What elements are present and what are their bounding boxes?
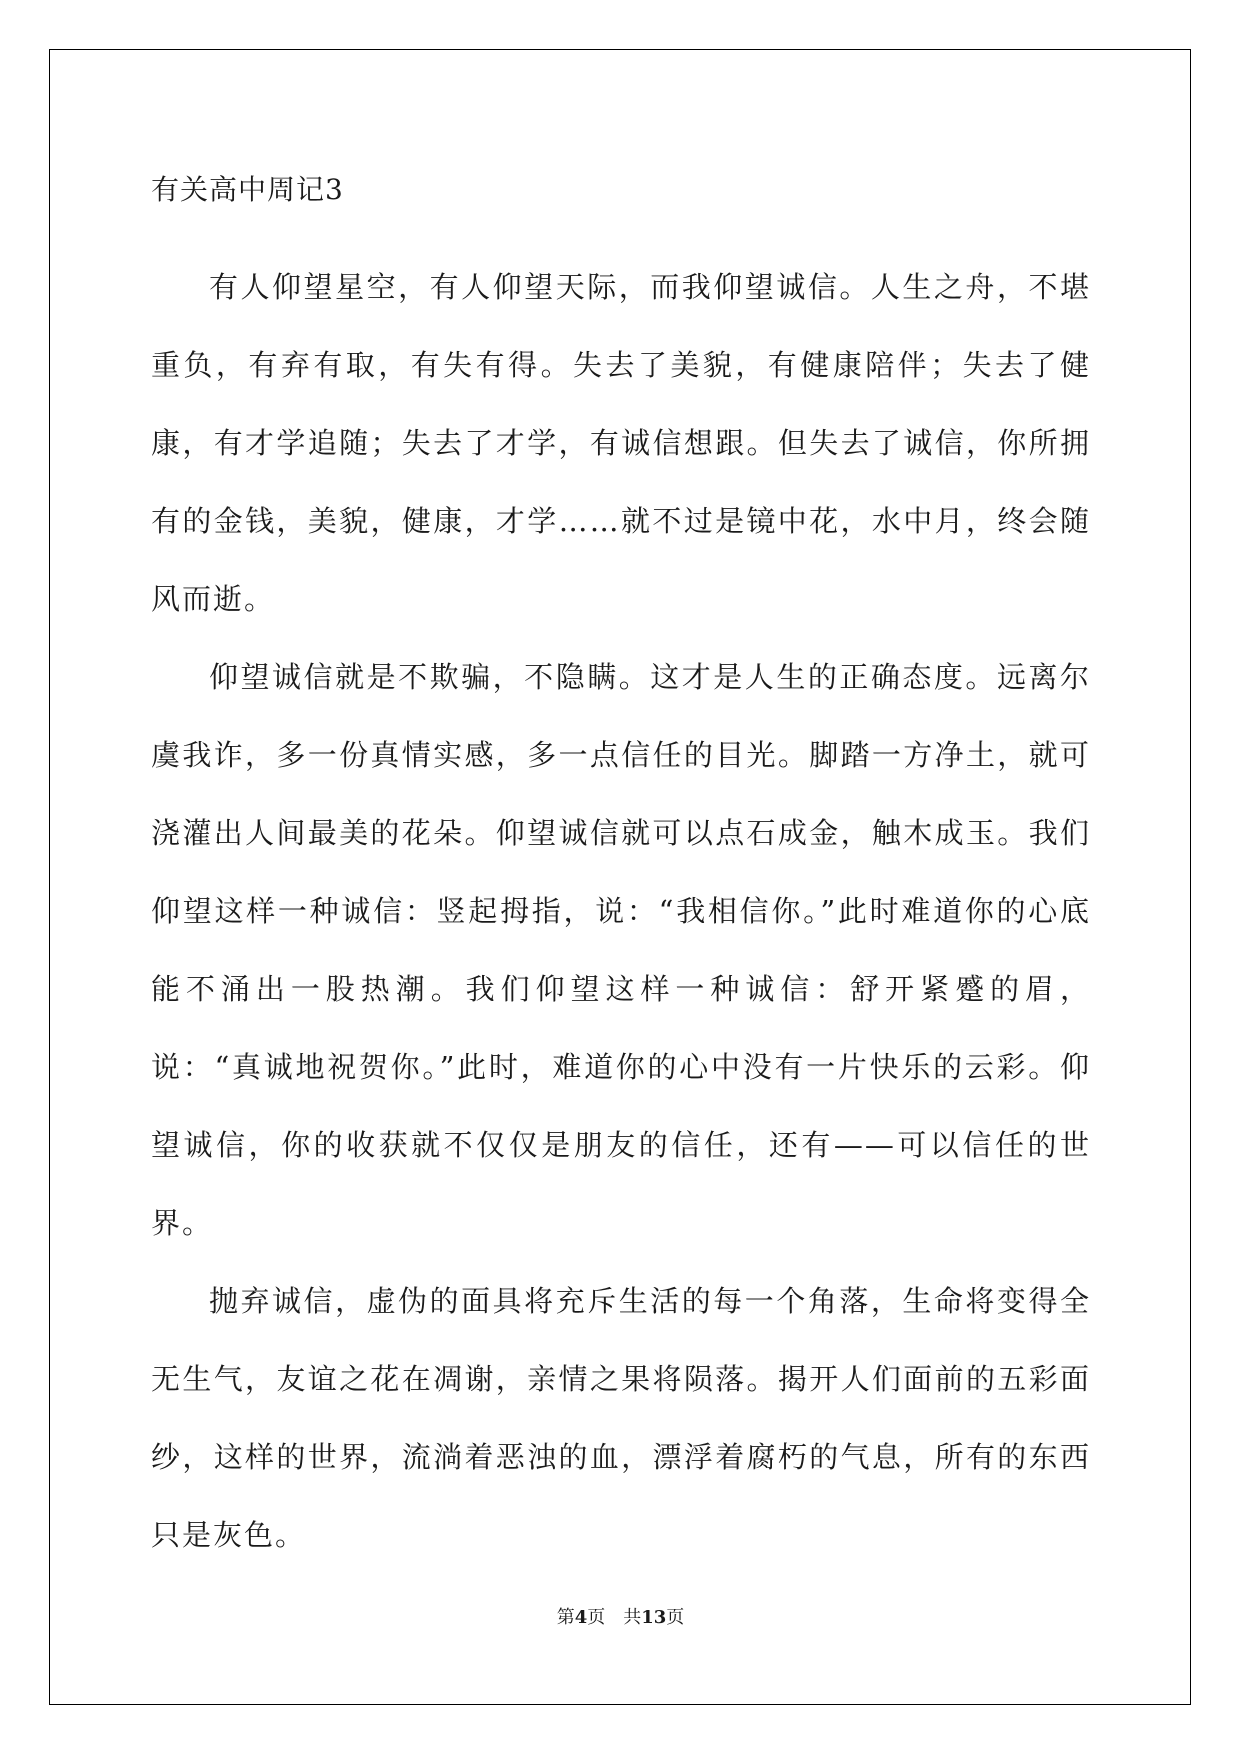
page-prefix: 第	[556, 1607, 575, 1628]
paragraph-3: 抛弃诚信，虚伪的面具将充斥生活的每一个角落，生命将变得全无生气，友谊之花在凋谢，亲情之果将陨落。揭开人们面前的五彩面纱，这样的世界，流淌着恶浊的血，漂浮着腐朽的气息，所有的东西只是灰色。	[151, 1284, 1091, 1552]
page-footer	[0, 1606, 1241, 1630]
total-pages-number: 13	[641, 1607, 667, 1628]
page-suffix: 页	[587, 1607, 606, 1628]
paragraph-1: 有人仰望星空，有人仰望天际，而我仰望诚信。人生之舟，不堪重负，有弃有取，有失有得。失去了美貌，有健康陪伴；失去了健康，有才学追随；失去了才学，有诚信想跟。但失去了诚信，你所拥有的金钱，美貌，健康，才学……就不过是镜中花，水中月，终会随风而逝。	[151, 270, 1091, 616]
paragraph-2: 仰望诚信就是不欺骗，不隐瞒。这才是人生的正确态度。远离尔虞我诈，多一份真情实感，多一点信任的目光。脚踏一方净土，就可浇灌出人间最美的花朵。仰望诚信就可以点石成金，触木成玉。我们仰望这样一种诚信：竖起拇指，说：“我相信你。”此时难道你的心底能不涌出一股热潮。我们仰望这样一种诚信：舒开紧蹙的眉，说：“真诚地祝贺你。”此时，难道你的心中没有一片快乐的云彩。仰望诚信，你的收获就不仅仅是朋友的信任，还有——可以信任的世界。	[151, 660, 1091, 1240]
total-suffix: 页	[666, 1607, 685, 1628]
current-page-number: 4	[574, 1607, 588, 1628]
total-prefix: 共	[623, 1607, 642, 1628]
document-title: 有关高中周记3	[151, 173, 344, 206]
document-body	[151, 248, 1091, 1574]
